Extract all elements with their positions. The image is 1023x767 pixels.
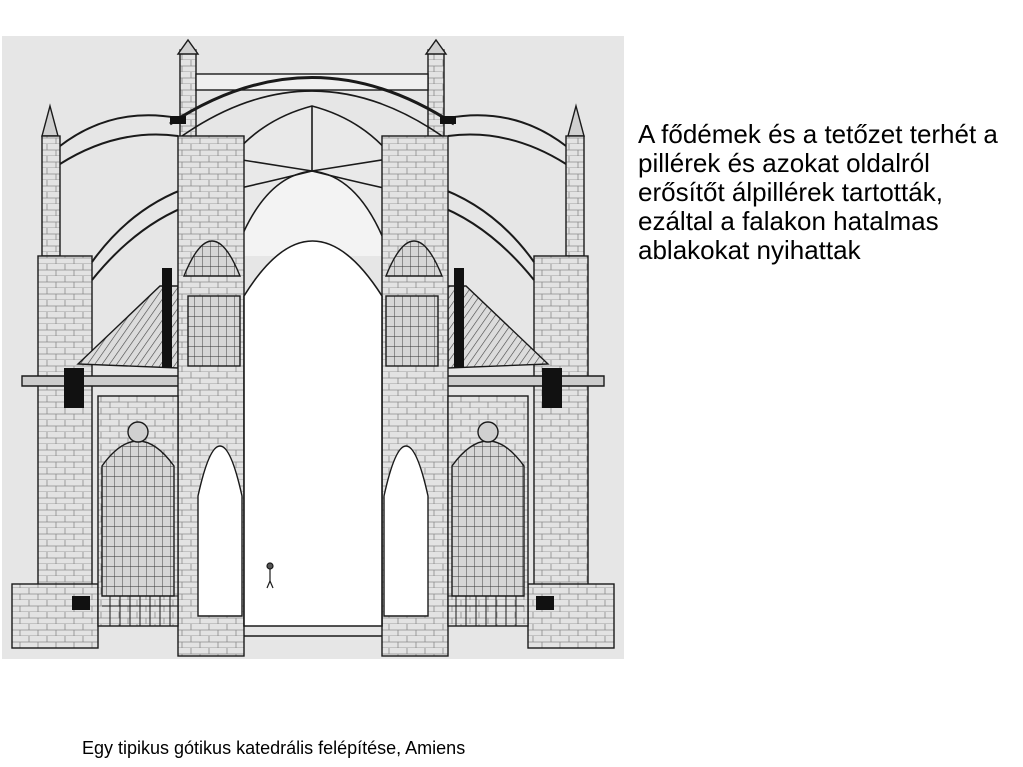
nave-opening (244, 241, 382, 636)
cathedral-drawing (2, 36, 624, 659)
cathedral-cross-section-illustration (2, 36, 624, 659)
figure-caption: Egy tipikus gótikus katedrális felépítése, Amiens (82, 738, 466, 758)
description-text: A fődémek és a tetőzet terhét a pillérek és azokat oldalról erősítőt álpillérek tartották, ezáltal a falakon hatalmas ablakokat nyihattak (638, 119, 998, 265)
